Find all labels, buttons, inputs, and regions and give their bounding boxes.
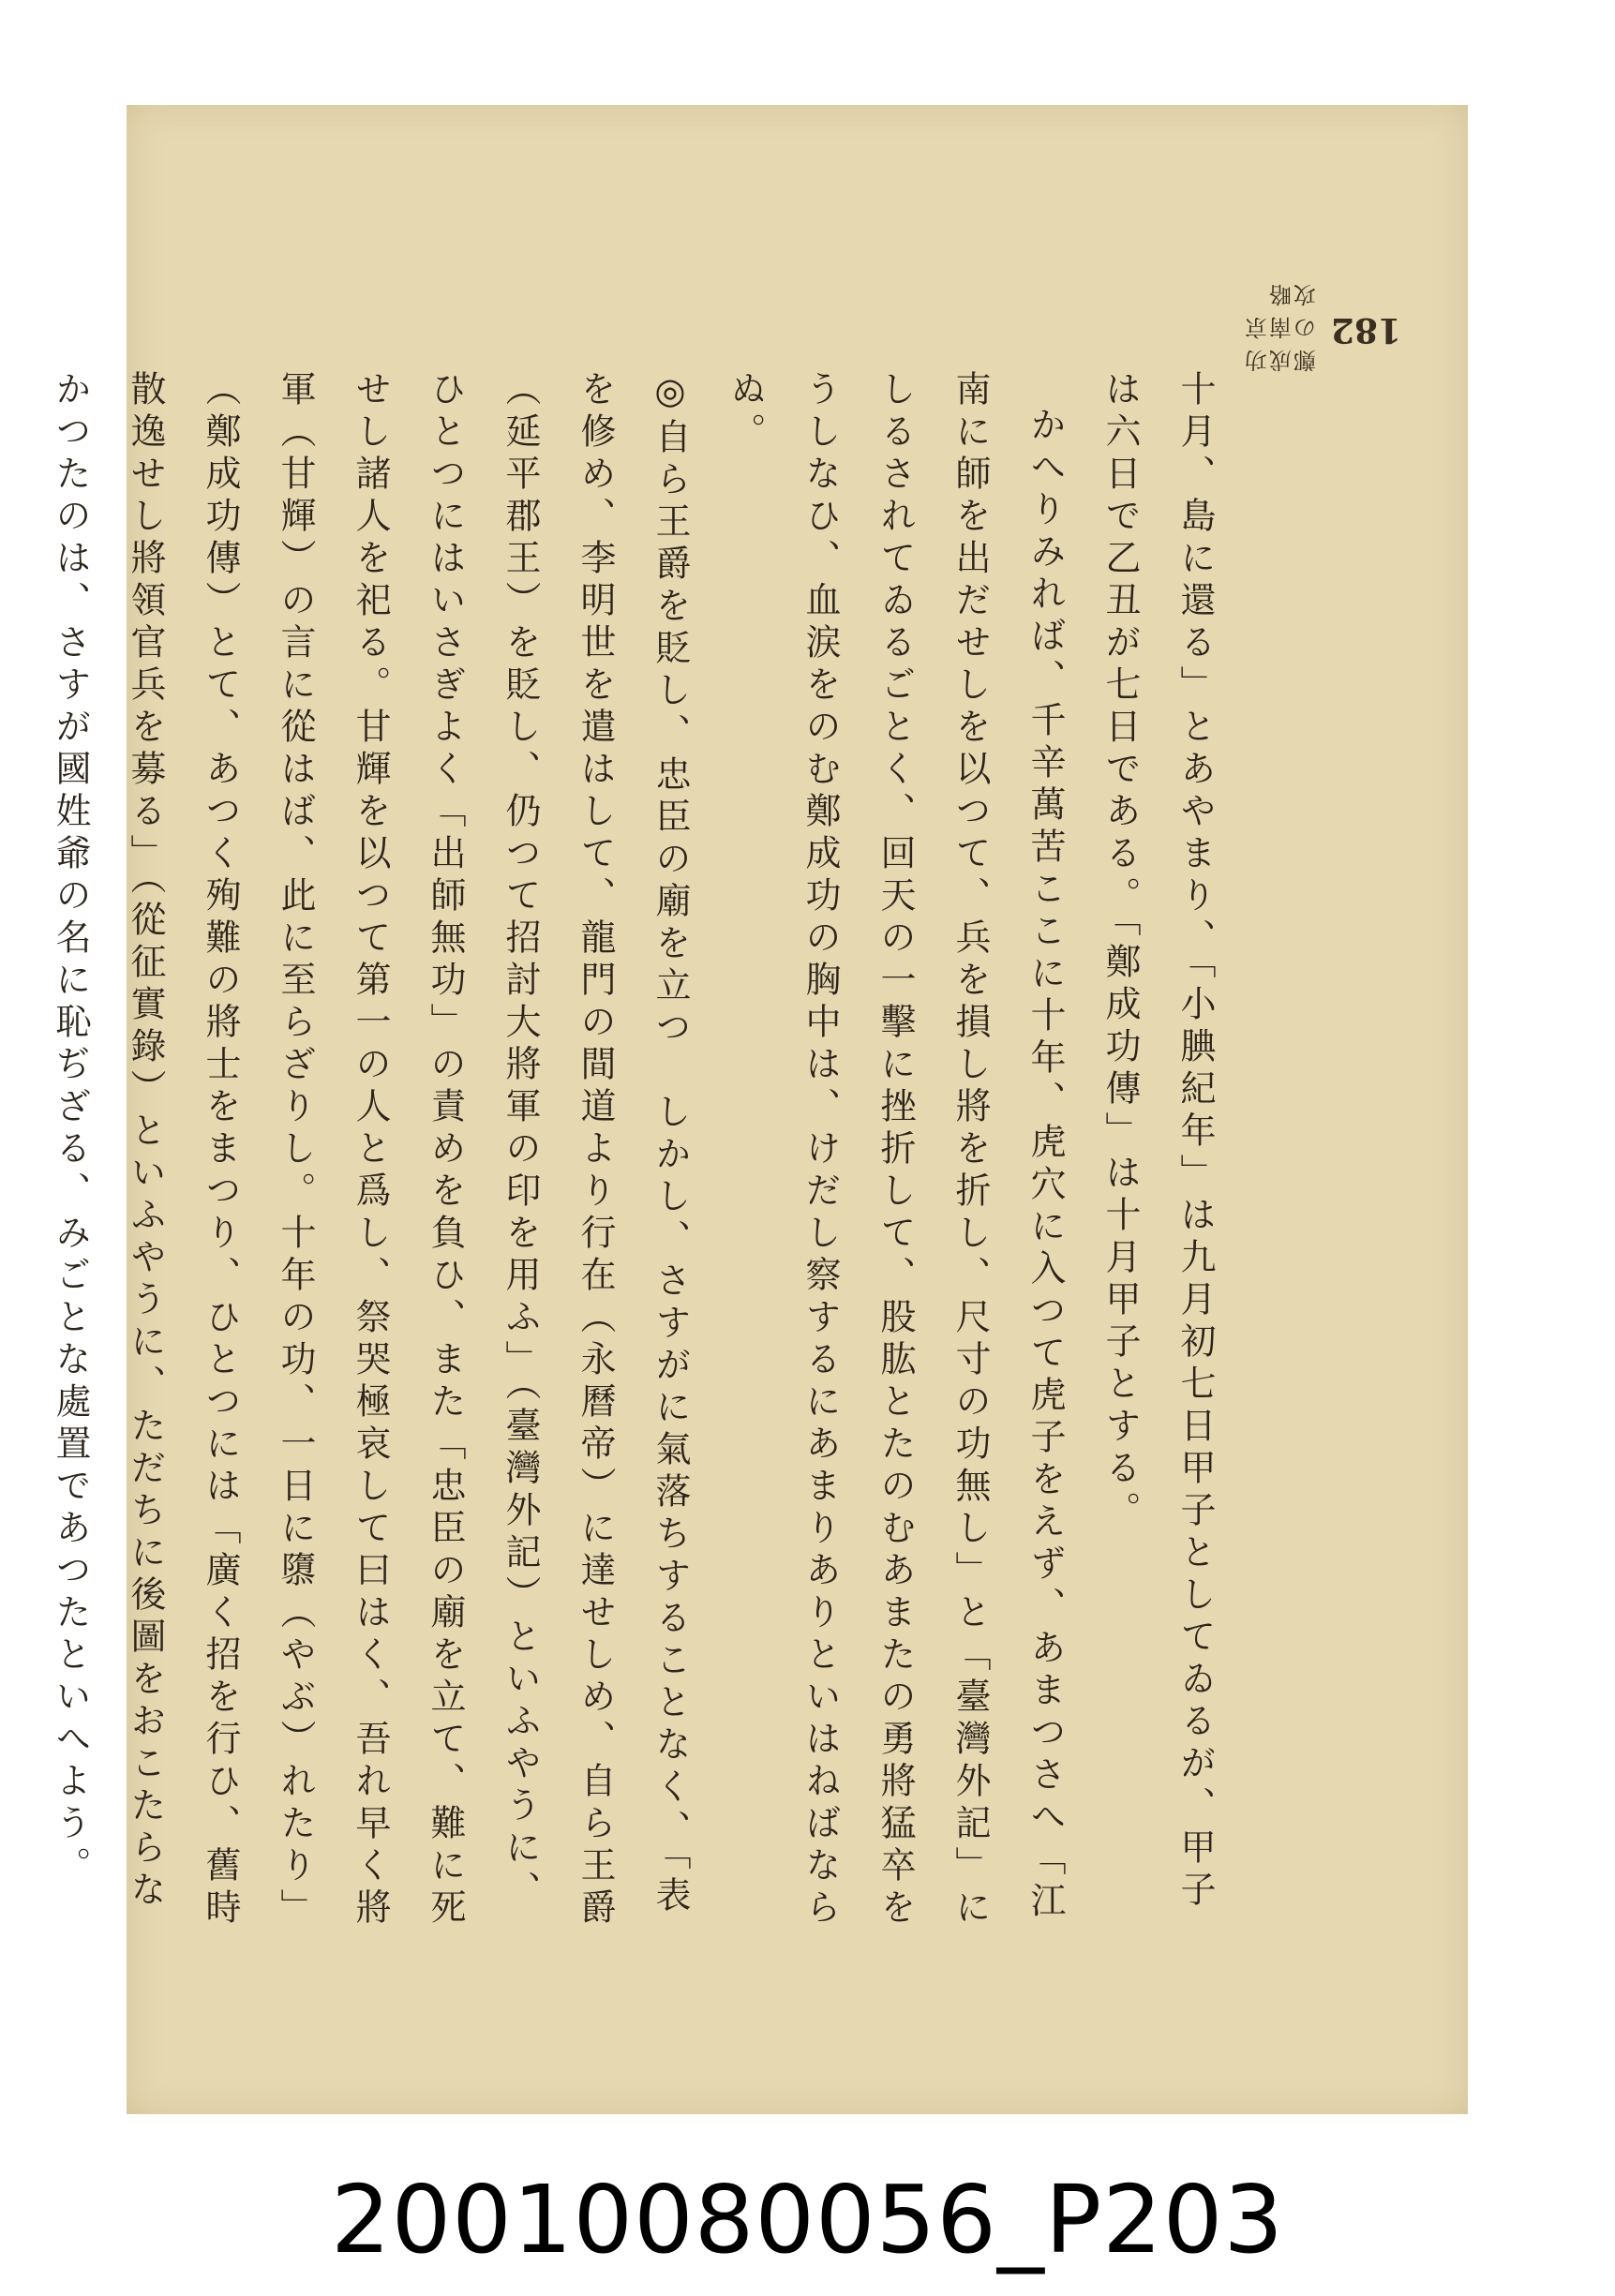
vertical-body-text: [50, 370, 1233, 1945]
catalog-id-label: 20010080056_P203: [330, 2165, 1285, 2274]
paragraph-3: ◎自ら王爵を貶し、忠臣の廟を立つ しかし、さすがに氣落ちすることなく、「表を修め、李明世を遣はして、龍門の間道より行在（永曆帝）に達せしめ、自ら王爵（延平郡王）を貶し、仍つて招討大將軍の印を用ふ」（臺灣外記）といふやうに、ひとつにはいさぎよく「出師無功」の責めを負ひ、また「忠臣の廟を立て、難に死せし諸人を祀る。甘輝を以つて第一の人と爲し、祭哭極哀して曰はく、吾れ早く將軍（甘輝）の言に從はば、此に至らざりし。十年の功、一日に隳（やぶ）れたり」（鄭成功傳）とて、あつく殉難の將士をまつり、ひとつには「廣く招を行ひ、舊時散逸せし將領官兵を募る」（從征實錄）といふやうに、ただちに後圖をおこたらなかつたのは、さすが國姓爺の名に恥ぢざる、みごとな處置であつたといへよう。: [50, 370, 691, 1931]
running-title: 鄭成功の南京攻略: [1242, 281, 1316, 374]
page-header: [1223, 281, 1401, 374]
paragraph-2: かへりみれば、千辛萬苦ここに十年、虎穴に入つて虎子をえず、あまつさへ「江南に師を出だせしを以つて、兵を損し將を折し、尺寸の功無し」と「臺灣外記」にしるされてゐるごとく、回天の一擊に挫折して、股肱とたのむあまたの勇將猛卒をうしなひ、血涙をのむ鄭成功の胸中は、けだし察するにあまりありといはねばならぬ。: [725, 370, 1066, 1931]
page-number: 182: [1330, 310, 1401, 350]
paragraph-1: 十月、島に還る」とあやまり、「小腆紀年」は九月初七日甲子としてゐるが、甲子は六日で乙丑が七日である。「鄭成功傳」は十月甲子とする。: [1099, 370, 1216, 1913]
